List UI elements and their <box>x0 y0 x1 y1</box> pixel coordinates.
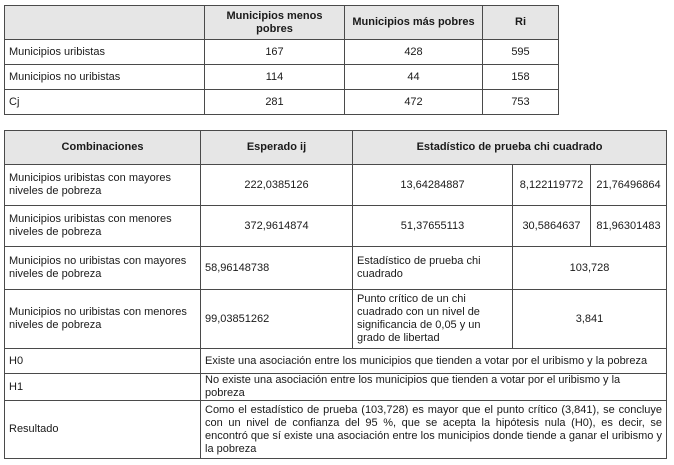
table-row <box>5 290 667 349</box>
row-label: Municipios no uribistas <box>5 65 205 90</box>
cell-value: 81,96301483 <box>591 206 667 247</box>
table-row <box>5 206 667 247</box>
cell-value: 158 <box>483 65 559 90</box>
cell-value: 44 <box>345 65 483 90</box>
header-combinaciones: Combinaciones <box>5 131 201 165</box>
cell-value: 114 <box>205 65 345 90</box>
resultado-label: Resultado <box>5 401 201 459</box>
chi-square-table <box>4 130 667 459</box>
row-label: Municipios no uribistas con menores niveles de pobreza <box>5 290 201 349</box>
table-header-row <box>5 131 667 165</box>
cell-value: 167 <box>205 40 345 65</box>
table-row <box>5 65 559 90</box>
cell-value: 595 <box>483 40 559 65</box>
table-row <box>5 401 667 459</box>
table-row <box>5 349 667 374</box>
row-label: Cj <box>5 90 205 115</box>
table-row <box>5 40 559 65</box>
stat-label: Estadístico de prueba chi cuadrado <box>353 247 513 290</box>
critical-value: 3,841 <box>513 290 667 349</box>
table-header-row <box>5 6 559 40</box>
critical-label: Punto crítico de un chi cuadrado con un nivel de significancia de 0,05 y un grado de libertad <box>353 290 513 349</box>
h1-label: H1 <box>5 374 201 401</box>
cell-value: 472 <box>345 90 483 115</box>
table-row <box>5 374 667 401</box>
cell-value: 8,122119772 <box>513 165 591 206</box>
cell-value: 753 <box>483 90 559 115</box>
cell-value: 30,5864637 <box>513 206 591 247</box>
cell-value: 281 <box>205 90 345 115</box>
header-empty <box>5 6 205 40</box>
table-row <box>5 247 667 290</box>
cell-esperado: 99,03851262 <box>201 290 353 349</box>
header-esperado: Esperado ij <box>201 131 353 165</box>
resultado-text: Como el estadístico de prueba (103,728) es mayor que el punto crítico (3,841), se concluye con un nivel de confianza del 95 %, que se acepta la hipótesis nula (H0), es decir, se encontró que sí existe una asociación entre los municipios donde tiende a ganar el uribismo y la pobreza <box>201 401 667 459</box>
header-ri: Ri <box>483 6 559 40</box>
row-label: Municipios no uribistas con mayores niveles de pobreza <box>5 247 201 290</box>
header-estadistico: Estadístico de prueba chi cuadrado <box>353 131 667 165</box>
h0-text: Existe una asociación entre los municipios que tienden a votar por el uribismo y la pobreza <box>201 349 667 374</box>
row-label: Municipios uribistas con menores niveles de pobreza <box>5 206 201 247</box>
h1-text: No existe una asociación entre los municipios que tienden a votar por el uribismo y la pobreza <box>201 374 667 401</box>
stat-value: 103,728 <box>513 247 667 290</box>
table-row <box>5 90 559 115</box>
row-label: Municipios uribistas <box>5 40 205 65</box>
h0-label: H0 <box>5 349 201 374</box>
header-mas-pobres: Municipios más pobres <box>345 6 483 40</box>
contingency-table <box>4 5 559 115</box>
table-row <box>5 165 667 206</box>
header-menos-pobres: Municipios menos pobres <box>205 6 345 40</box>
cell-esperado: 58,96148738 <box>201 247 353 290</box>
row-label: Municipios uribistas con mayores niveles de pobreza <box>5 165 201 206</box>
cell-value: 21,76496864 <box>591 165 667 206</box>
cell-value: 428 <box>345 40 483 65</box>
cell-value: 51,37655113 <box>353 206 513 247</box>
cell-esperado: 222,0385126 <box>201 165 353 206</box>
cell-esperado: 372,9614874 <box>201 206 353 247</box>
cell-value: 13,64284887 <box>353 165 513 206</box>
